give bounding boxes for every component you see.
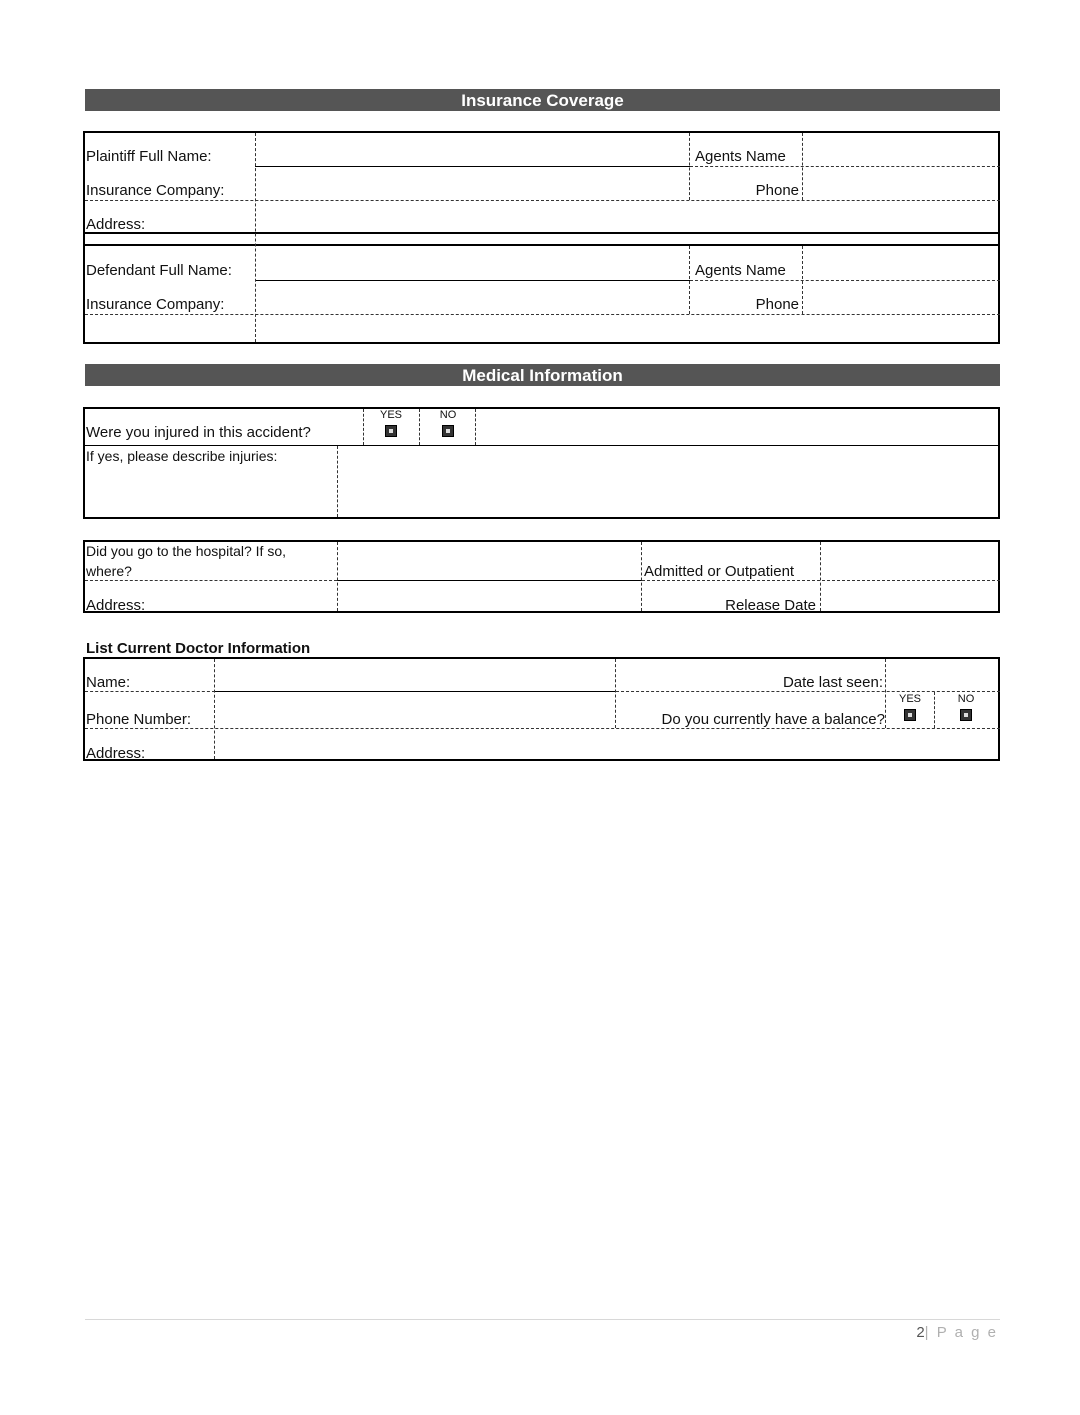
injured-no-label: NO — [439, 409, 457, 421]
section-divider — [85, 244, 1000, 246]
row-divider — [85, 728, 1000, 729]
column-divider — [255, 133, 256, 342]
doctor-address-label: Address: — [86, 745, 146, 762]
column-divider — [641, 542, 642, 611]
defendant-address-field[interactable] — [257, 316, 998, 341]
defendant-full-name-field[interactable] — [257, 248, 687, 279]
column-divider — [337, 542, 338, 611]
row-divider — [255, 280, 690, 281]
hospital-address-label: Address: — [86, 597, 146, 614]
column-divider — [802, 133, 803, 200]
doctor-phone-number-field[interactable] — [216, 694, 613, 727]
row-divider — [85, 200, 1000, 201]
balance-no-checkbox[interactable] — [960, 709, 972, 721]
defendant-insurance-company-field[interactable] — [257, 282, 687, 313]
doctor-info-heading: List Current Doctor Information — [86, 640, 311, 657]
section-divider — [85, 232, 1000, 234]
page-word: | P a g e — [924, 1324, 998, 1341]
column-divider — [934, 692, 935, 728]
plaintiff-agents-name-field[interactable] — [804, 135, 998, 165]
column-divider — [337, 446, 338, 517]
row-divider — [642, 580, 1000, 581]
injured-yes-label: YES — [379, 409, 402, 421]
page-footer — [860, 1324, 998, 1341]
doctor-name-field[interactable] — [216, 660, 613, 690]
row-divider — [85, 580, 337, 581]
row-divider — [255, 166, 690, 167]
column-divider — [615, 659, 616, 728]
defendant-phone-field[interactable] — [804, 282, 998, 313]
page-number: 2 — [916, 1324, 925, 1341]
hospital-name-field[interactable] — [339, 543, 639, 579]
release-date-field[interactable] — [822, 582, 998, 611]
injured-no-checkbox[interactable] — [442, 425, 454, 437]
plaintiff-agents-name-label: Agents Name — [695, 148, 786, 165]
column-divider — [214, 659, 215, 759]
balance-question: Do you currently have a balance? — [661, 711, 885, 728]
row-divider — [337, 580, 642, 581]
column-divider — [802, 246, 803, 314]
column-divider — [363, 409, 364, 445]
plaintiff-phone-label: Phone — [755, 182, 799, 199]
hospital-question-line1: Did you go to the hospital? If so, — [86, 543, 287, 559]
plaintiff-full-name-label: Plaintiff Full Name: — [86, 148, 212, 165]
row-divider — [690, 166, 1000, 167]
row-divider — [215, 691, 616, 692]
balance-yes-label: YES — [898, 693, 921, 705]
plaintiff-address-field[interactable] — [257, 202, 998, 231]
plaintiff-address-label: Address: — [86, 216, 146, 233]
admitted-or-outpatient-label: Admitted or Outpatient — [644, 563, 795, 580]
release-date-label: Release Date — [725, 597, 816, 614]
balance-yes-checkbox[interactable] — [904, 709, 916, 721]
date-last-seen-label: Date last seen: — [782, 674, 883, 691]
column-divider — [689, 246, 690, 314]
column-divider — [885, 659, 886, 728]
row-divider — [85, 314, 1000, 315]
doctor-phone-number-label: Phone Number: — [86, 711, 192, 728]
defendant-agents-name-label: Agents Name — [695, 262, 786, 279]
row-divider — [690, 280, 1000, 281]
describe-injuries-label: If yes, please describe injuries: — [86, 448, 278, 464]
column-divider — [475, 409, 476, 445]
row-divider — [85, 445, 1000, 446]
footer-rule — [85, 1319, 1000, 1320]
admitted-or-outpatient-field[interactable] — [822, 543, 998, 579]
plaintiff-full-name-field[interactable] — [257, 135, 687, 165]
row-divider — [85, 691, 215, 692]
column-divider — [419, 409, 420, 445]
date-last-seen-field[interactable] — [887, 660, 998, 690]
defendant-insurance-company-label: Insurance Company: — [86, 296, 225, 313]
row-divider — [616, 691, 1000, 692]
column-divider — [820, 542, 821, 611]
defendant-phone-label: Phone — [755, 296, 799, 313]
hospital-question-line2: where? — [86, 563, 132, 579]
hospital-address-field[interactable] — [339, 582, 639, 611]
plaintiff-insurance-company-field[interactable] — [257, 168, 687, 199]
defendant-full-name-label: Defendant Full Name: — [86, 262, 232, 279]
plaintiff-insurance-company-label: Insurance Company: — [86, 182, 225, 199]
column-divider — [689, 133, 690, 200]
balance-no-label: NO — [957, 693, 975, 705]
plaintiff-phone-field[interactable] — [804, 168, 998, 199]
doctor-address-field[interactable] — [216, 730, 998, 759]
doctor-name-label: Name: — [86, 674, 131, 691]
medical-information-header: Medical Information — [85, 364, 1000, 386]
injured-yes-checkbox[interactable] — [385, 425, 397, 437]
insurance-coverage-header: Insurance Coverage — [85, 89, 1000, 111]
injuries-description-field[interactable] — [339, 448, 998, 516]
injured-question: Were you injured in this accident? — [86, 424, 311, 441]
defendant-agents-name-field[interactable] — [804, 248, 998, 279]
